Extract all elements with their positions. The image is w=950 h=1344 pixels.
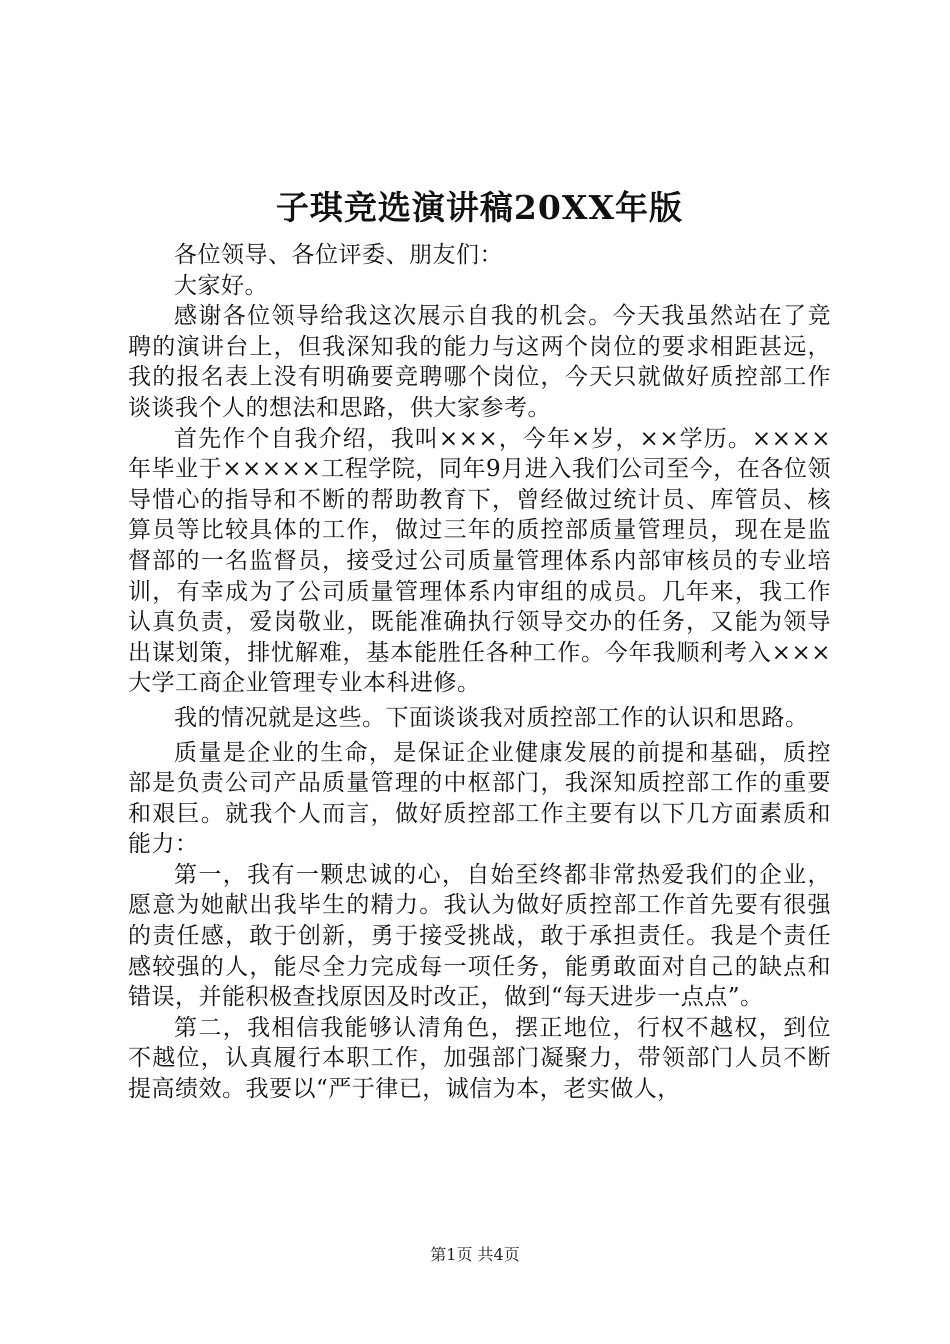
body-paragraph: 第二，我相信我能够认清角色，摆正地位，行权不越权，到位不越位，认真履行本职工作，加强部门凝聚力，带领部门人员不断提高绩效。我要以“严于律已，诚信为本，老实做人， bbox=[128, 1014, 831, 1103]
body-paragraph: 感谢各位领导给我这次展示自我的机会。今天我虽然站在了竞聘的演讲台上，但我深知我的能力与这两个岗位的要求相距甚远，我的报名表上没有明确要竞聘哪个岗位，今天只就做好质控部工作谈谈我个人的想法和思路，供大家参考。 bbox=[128, 303, 831, 421]
document-title: 子琪竞选演讲稿20XX年版 bbox=[275, 188, 684, 227]
document-page bbox=[128, 184, 831, 1105]
body-paragraph: 第一，我有一颗忠诚的心，自始至终都非常热爱我们的企业，愿意为她献出我毕生的精力。我认为做好质控部工作首先要有很强的责任感，敢于创新，勇于接受挑战，敢于承担责任。我是个责任感较强的人，能尽全力完成每一项任务，能勇敢面对自己的缺点和错误，并能积极查找原因及时改正，做到“每天进步一点点”。 bbox=[128, 861, 831, 1011]
salutation-paragraph: 各位领导、各位评委、朋友们： bbox=[174, 242, 503, 268]
body-paragraph: 质量是企业的生命，是保证企业健康发展的前提和基础，质控部是负责公司产品质量管理的中枢部门，我深知质控部工作的重要和艰巨。就我个人而言，做好质控部工作主要有以下几方面素质和能力： bbox=[128, 739, 831, 858]
body-paragraph: 我的情况就是这些。下面谈谈我对质控部工作的认识和思路。 bbox=[174, 704, 809, 731]
greeting-paragraph: 大家好。 bbox=[174, 272, 268, 299]
body-paragraph: 首先作个自我介绍，我叫×××，今年×岁，××学历。××××年毕业于×××××工程学院，同年9月进入我们公司至今，在各位领导惜心的指导和不断的帮助教育下，曾经做过统计员、库管员、核算员等比较具体的工作，做过三年的质控部质量管理员，现在是监督部的一名监督员，接受过公司质量管理体系内部审核员的专业培训，有幸成为了公司质量管理体系内审组的成员。几年来，我工作认真负责，爱岗敬业，既能准确执行领导交办的任务，又能为领导出谋划策，排忧解难，基本能胜任各种工作。今年我顺利考入×××大学工商企业管理专业本科进修。 bbox=[128, 425, 831, 697]
page-footer: 第1页 共4页 bbox=[430, 1245, 520, 1264]
